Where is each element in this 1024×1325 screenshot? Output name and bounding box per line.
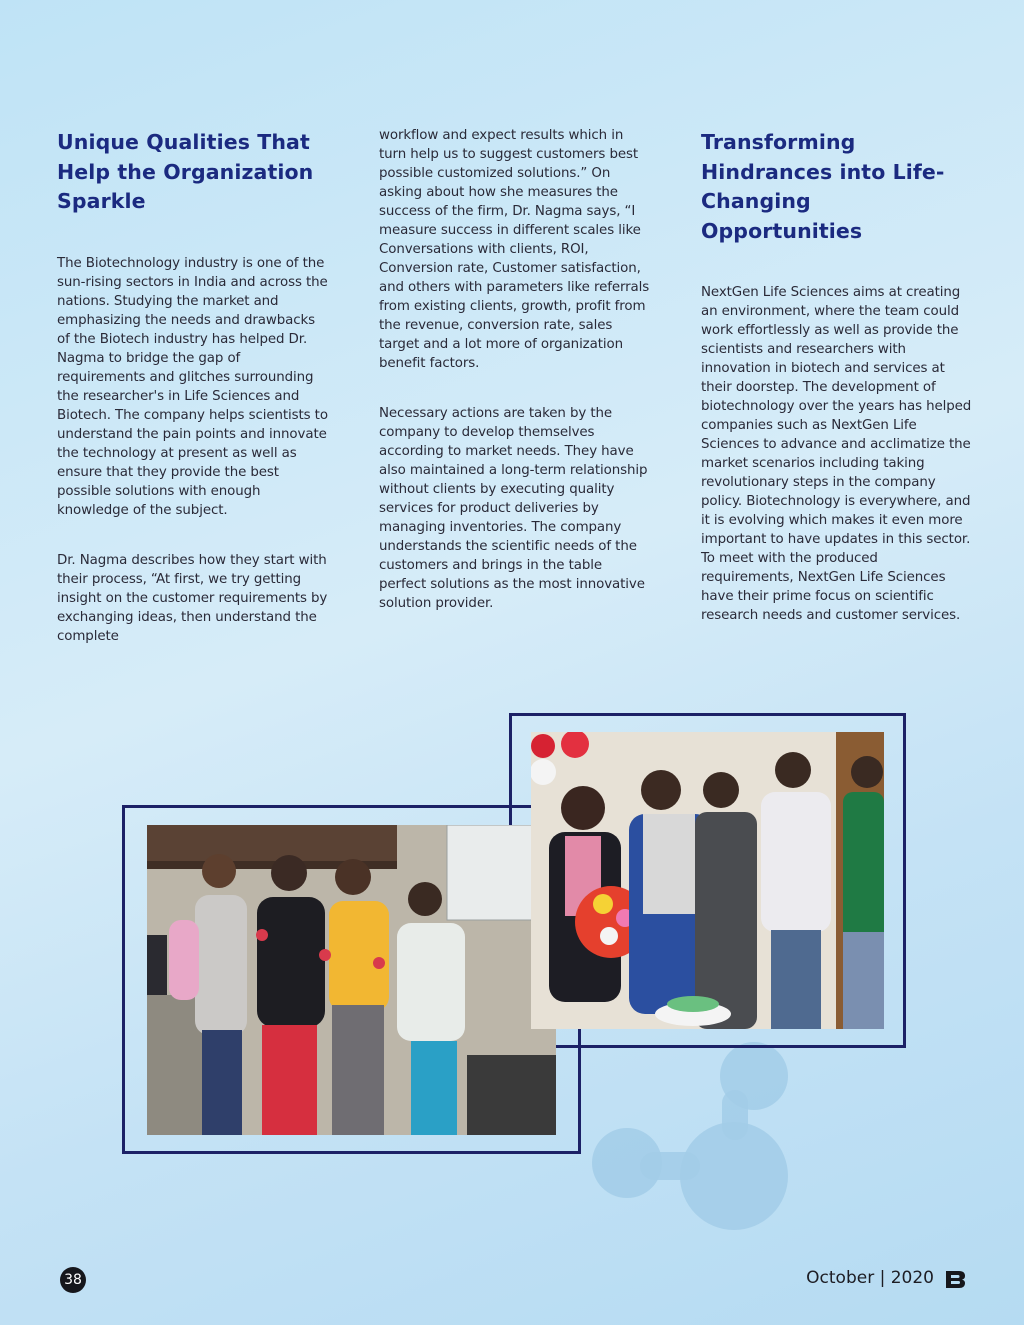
paragraph: NextGen Life Sciences aims at creating an environment, where the team could work effortlessly as well as provide the scientists and researchers with innovation in biotech and services at their doorstep. The development of biotechnology over the years has helped companies such as NextGen Life Sciences to advance and acclimatize the market scenarios including taking revolutionary steps in the company policy. Biotechnology is everywhere, and it is evolving which makes it even more important to have updates in this sector. To meet with the produced requirements, NextGen Life Sciences have their prime focus on scientific research needs and customer services. — [701, 285, 972, 623]
section-heading-unique-qualities: Unique Qualities That Help the Organization Sparkle — [57, 130, 314, 213]
right-column — [701, 128, 973, 625]
decorative-blob-connector — [640, 1152, 700, 1180]
left-column — [57, 128, 329, 646]
paragraph: Dr. Nagma describes how they start with their process, “At first, we try getting insight on the customer requirements by exchanging ideas, then understand the complete — [57, 552, 328, 644]
paragraph: Necessary actions are taken by the company to develop themselves according to market needs. They have also maintained a long-term relationship without clients by executing quality services for product deliveries by managing inventories. The company understands the scientific needs of the customers and brings in the table perfect solutions as the most innovative solution provider. — [379, 406, 648, 611]
magazine-logo-icon — [946, 1271, 965, 1288]
team-photo-celebration — [531, 732, 884, 1029]
paragraph: workflow and expect results which in turn help us to suggest customers best possible customized solutions.” On asking about how she measures the success of the firm, Dr. Nagma says, “I measure success in different scales like Conversations with clients, ROI, Conversion rate, Customer satisfaction, and others with parameters like referrals from existing clients, growth, profit from the revenue, conversion rate, sales target and a lot more of organization benefit factors. — [379, 128, 650, 371]
section-heading-transforming-hindrances: Transforming Hindrances into Life-Changing Opportunities — [701, 130, 945, 243]
middle-column — [379, 126, 651, 613]
paragraph: The Biotechnology industry is one of the sun-rising sectors in India and across the nations. Studying the market and emphasizing the needs and drawbacks of the Biotech industry has helped Dr. Nagma to bridge the gap of requirements and glitches surrounding the researcher's in Life Sciences and Biotech. The company helps scientists to understand the pain points and innovate the technology at present as well as ensure that they provide the best possible solutions with enough knowledge of the subject. — [57, 255, 328, 518]
decorative-blob-connector — [722, 1090, 748, 1140]
page-number-badge: 38 — [60, 1267, 86, 1293]
issue-date: October | 2020 — [806, 1268, 934, 1288]
team-photo-women — [147, 825, 556, 1135]
